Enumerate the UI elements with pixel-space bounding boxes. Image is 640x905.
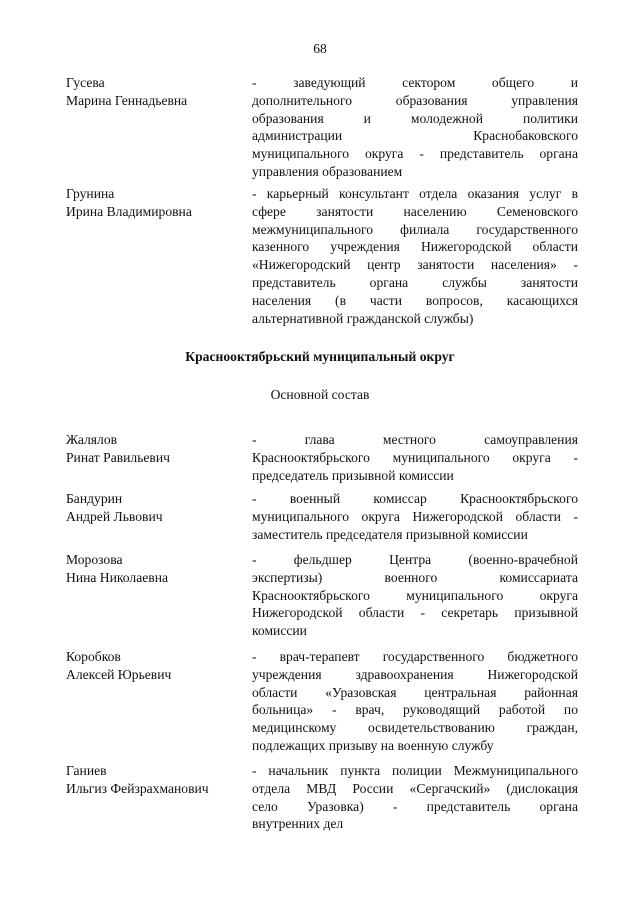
member-surname: Грунина [66, 186, 115, 201]
member-surname: Морозова [66, 552, 123, 567]
role-line: экспертизы) военного комиссариата [252, 569, 578, 585]
page-number: 68 [313, 41, 327, 56]
subsection-title: Основной состав [270, 387, 370, 402]
role-line: Нижегородской области - секретарь призывной [252, 605, 578, 621]
member-name [66, 551, 246, 587]
member-role [252, 185, 578, 327]
role-line: «Нижегородский центр занятости населения» - [252, 257, 578, 273]
member-given-name: Ильгиз Фейзрахманович [66, 780, 209, 796]
section-title: Краснооктябрьский муниципальный округ [185, 349, 455, 364]
member-surname: Жалялов [66, 432, 118, 447]
member-name [66, 490, 246, 526]
role-line: подлежащих призыву на военную службу [252, 737, 494, 753]
member-surname: Ганиев [66, 763, 107, 778]
role-line: отдела МВД России «Сергачский» (дислокация [252, 780, 578, 796]
role-line: муниципального округа - представитель органа [252, 146, 578, 162]
role-line: председатель призывной комиссии [252, 467, 454, 483]
role-line: - фельдшер Центра (военно-врачебной [252, 552, 578, 567]
member-given-name: Алексей Юрьевич [66, 666, 172, 682]
role-line: - заведующий сектором общего и [252, 75, 578, 90]
role-line: больница» - врач, руководящий работой по [252, 702, 578, 718]
role-line: село Уразовка) - представитель органа [252, 798, 578, 814]
role-line: администрации Краснобаковского [252, 128, 578, 144]
role-line: комиссии [252, 623, 307, 639]
role-line: управления образованием [252, 163, 403, 179]
member-surname: Коробков [66, 649, 121, 664]
role-line: внутренних дел [252, 816, 344, 832]
member-role [252, 431, 578, 484]
role-line: - врач-терапевт государственного бюджетного [252, 649, 578, 664]
role-line: дополнительного образования управления [252, 92, 578, 108]
role-line: - начальник пункта полиции Межмуниципального [252, 763, 578, 778]
member-given-name: Нина Николаевна [66, 569, 168, 585]
member-name [66, 74, 246, 110]
role-line: - глава местного самоуправления [252, 432, 578, 447]
member-role [252, 490, 578, 543]
member-name [66, 648, 246, 684]
role-line: межмуниципального филиала государственного [252, 221, 578, 237]
role-line: учреждения здравоохранения Нижегородской [252, 666, 578, 682]
member-given-name: Андрей Львович [66, 508, 163, 524]
role-line: представитель органа службы занятости [252, 274, 578, 290]
role-line: образования и молодежной политики [252, 110, 578, 126]
role-line: альтернативной гражданской службы) [252, 310, 474, 326]
role-line: медицинскому освидетельствованию граждан, [252, 720, 578, 736]
role-line: Краснооктябрьского муниципального округа [252, 587, 578, 603]
role-line: сфере занятости населению Семеновского [252, 203, 578, 219]
role-line: заместитель председателя призывной комиссии [252, 526, 528, 542]
role-line: Краснооктябрьского муниципального округа - [252, 449, 578, 465]
role-line: - военный комиссар Краснооктябрьского [252, 491, 578, 506]
role-line: муниципального округа Нижегородской области - [252, 508, 578, 524]
member-given-name: Ринат Равильевич [66, 449, 170, 465]
member-given-name: Марина Геннадьевна [66, 92, 188, 108]
role-line: казенного учреждения Нижегородской области [252, 239, 578, 255]
member-given-name: Ирина Владимировна [66, 203, 192, 219]
member-surname: Гусева [66, 75, 105, 90]
member-role [252, 74, 578, 181]
member-name [66, 431, 246, 467]
role-line: области «Уразовская центральная районная [252, 684, 578, 700]
member-surname: Бандурин [66, 491, 123, 506]
role-line: - карьерный консультант отдела оказания услуг в [252, 186, 578, 201]
member-role [252, 762, 578, 833]
member-role [252, 551, 578, 640]
member-name [66, 762, 246, 798]
member-name [66, 185, 246, 221]
member-role [252, 648, 578, 755]
role-line: населения (в части вопросов, касающихся [252, 292, 578, 308]
